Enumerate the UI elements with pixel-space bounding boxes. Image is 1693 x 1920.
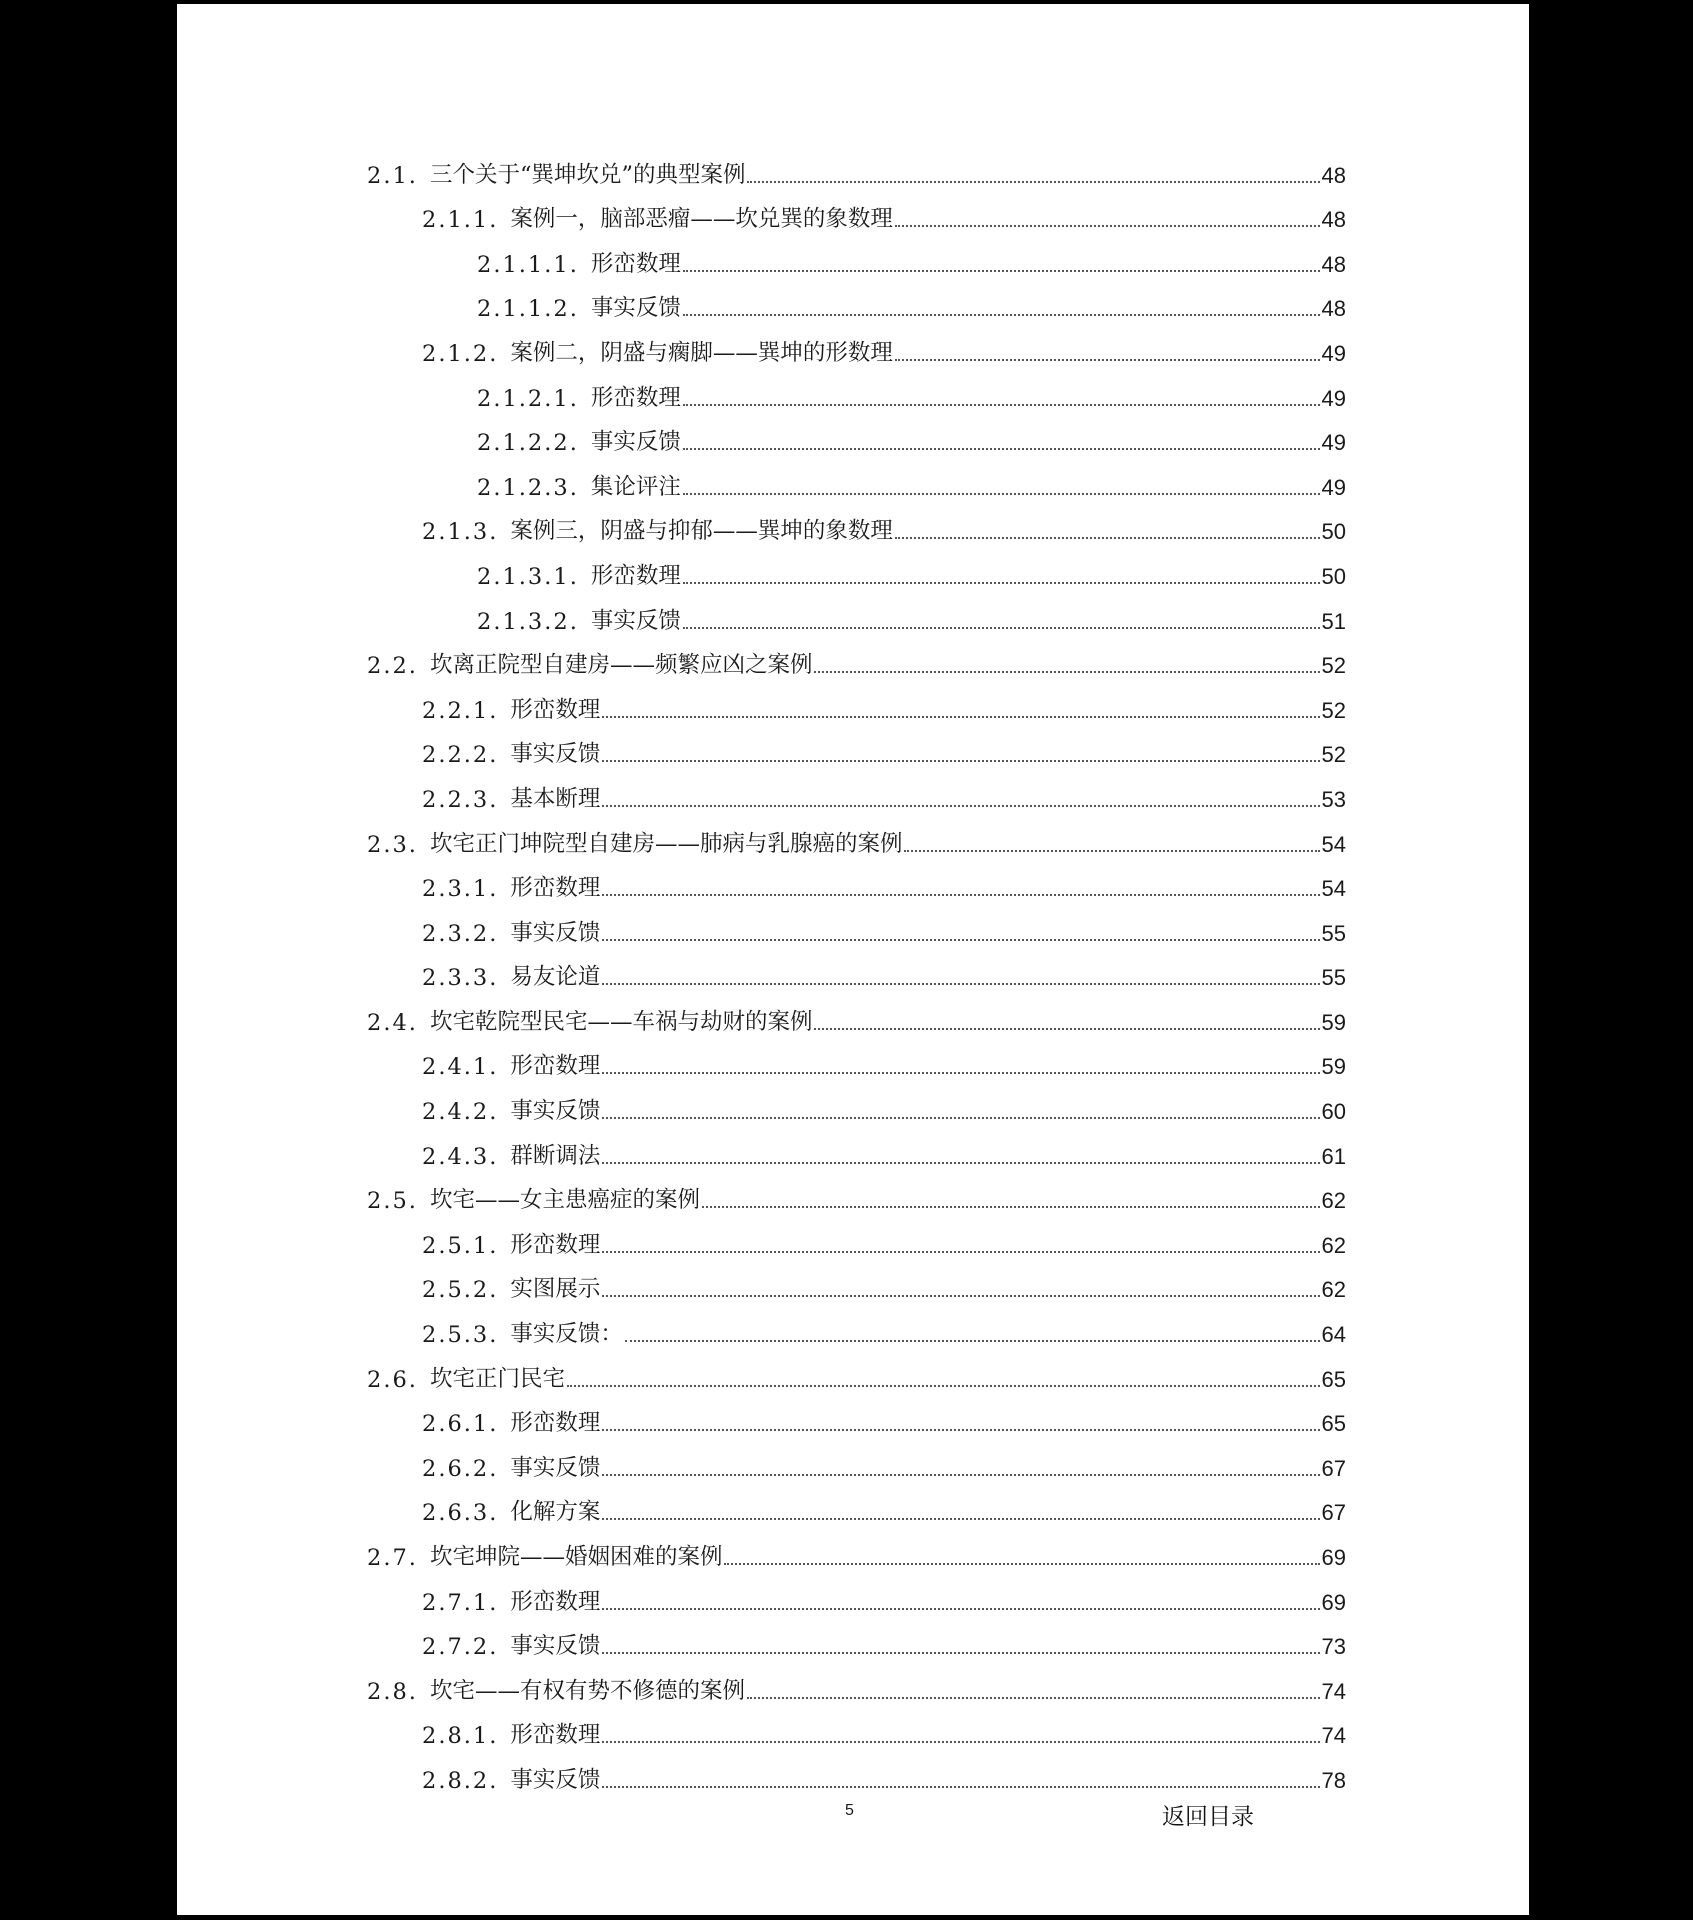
toc-entry[interactable] xyxy=(367,1660,1346,1705)
toc-entry-title: 坎宅——有权有势不修德的案例 xyxy=(429,1677,745,1704)
toc-entry-number: 2.6.1. xyxy=(422,1411,499,1438)
toc-entry[interactable] xyxy=(367,1749,1346,1794)
toc-entry-page: 54 xyxy=(1321,831,1346,857)
toc-entry-title: 化解方案 xyxy=(510,1499,601,1526)
toc-entry-page: 62 xyxy=(1321,1277,1346,1303)
toc-entry-page: 52 xyxy=(1321,697,1346,723)
toc-entry-title: 事实反馈 xyxy=(590,295,681,322)
back-to-contents-link[interactable]: 返回目录 xyxy=(1162,1804,1254,1830)
dot-leader xyxy=(747,181,1319,183)
dot-leader xyxy=(747,1697,1320,1699)
dot-leader xyxy=(602,939,1319,941)
dot-leader xyxy=(602,1251,1319,1253)
toc-entry-page: 52 xyxy=(1321,653,1346,679)
document-page xyxy=(177,4,1529,1915)
toc-entry-title: 事实反馈 xyxy=(590,429,681,456)
toc-entry-page: 52 xyxy=(1321,742,1346,768)
toc-entry[interactable] xyxy=(367,1036,1346,1081)
toc-entry[interactable] xyxy=(367,1393,1346,1438)
toc-entry-number: 2.8.1. xyxy=(422,1723,499,1750)
toc-entry-number: 2.1.1.2. xyxy=(477,296,579,323)
dot-leader xyxy=(724,1563,1319,1565)
toc-entry-number: 2.5. xyxy=(367,1188,418,1215)
toc-entry[interactable] xyxy=(367,947,1346,992)
toc-entry[interactable] xyxy=(367,1259,1346,1304)
toc-entry-number: 2.1.2.3. xyxy=(477,474,579,501)
toc-entry-page: 74 xyxy=(1321,1723,1346,1749)
dot-leader xyxy=(683,404,1320,406)
dot-leader xyxy=(683,627,1320,629)
toc-entry-title: 实图展示 xyxy=(510,1276,601,1303)
toc-entry-title: 坎宅坤院——婚姻困难的案例 xyxy=(429,1544,723,1570)
toc-entry-title: 案例三，阴盛与抑郁——巽坤的象数理 xyxy=(510,518,893,545)
toc-entry-title: 坎宅正门坤院型自建房——肺病与乳腺癌的案例 xyxy=(429,830,903,857)
toc-entry-page: 48 xyxy=(1321,296,1346,322)
toc-entry-number: 2.3.3. xyxy=(422,965,499,992)
toc-entry-page: 48 xyxy=(1321,251,1346,277)
toc-entry[interactable] xyxy=(367,768,1346,813)
toc-entry-title: 案例二，阴盛与瘸脚——巽坤的形数理 xyxy=(510,339,893,366)
toc-entry-title: 坎离正院型自建房——频繁应凶之案例 xyxy=(429,652,813,679)
toc-entry-number: 2.3.1. xyxy=(422,876,499,903)
toc-entry-title: 事实反馈 xyxy=(510,741,601,768)
toc-entry-page: 55 xyxy=(1321,920,1346,946)
toc-entry[interactable] xyxy=(367,367,1346,412)
toc-entry-number: 2.1.1. xyxy=(422,207,499,234)
toc-entry-title: 形峦数理 xyxy=(590,250,681,277)
dot-leader xyxy=(895,225,1320,227)
toc-entry-number: 2.1.1.1. xyxy=(477,251,579,278)
toc-entry[interactable] xyxy=(367,991,1346,1036)
toc-entry[interactable] xyxy=(367,679,1346,724)
toc-entry-title: 事实反馈 xyxy=(510,919,601,946)
toc-entry-number: 2.6. xyxy=(367,1366,418,1393)
dot-leader xyxy=(895,537,1320,539)
toc-entry-number: 2.1.2.1. xyxy=(477,385,579,412)
dot-leader xyxy=(683,270,1320,272)
toc-entry-page: 67 xyxy=(1321,1455,1346,1481)
toc-entry-number: 2.5.1. xyxy=(422,1232,499,1259)
toc-entry[interactable] xyxy=(367,278,1346,323)
toc-entry-page: 55 xyxy=(1321,965,1346,991)
dot-leader xyxy=(602,1162,1319,1164)
toc-entry-title: 形峦数理 xyxy=(510,1410,601,1437)
toc-entry[interactable] xyxy=(367,813,1346,858)
dot-leader xyxy=(602,1741,1319,1743)
toc-entry-number: 2.4.3. xyxy=(422,1143,499,1170)
toc-entry-page: 59 xyxy=(1321,1009,1346,1035)
table-of-contents xyxy=(367,144,1346,1794)
toc-entry-page: 62 xyxy=(1321,1232,1346,1258)
dot-leader xyxy=(895,359,1320,361)
toc-entry[interactable] xyxy=(367,1482,1346,1527)
toc-entry[interactable] xyxy=(367,1214,1346,1259)
toc-entry-title: 案例一，脑部恶瘤——坎兑巽的象数理 xyxy=(510,206,893,233)
toc-entry-page: 65 xyxy=(1321,1411,1346,1437)
toc-entry[interactable] xyxy=(367,1303,1346,1348)
dot-leader xyxy=(602,983,1319,985)
toc-entry-title: 坎宅——女主患癌症的案例 xyxy=(429,1187,700,1214)
toc-entry-title: 形峦数理 xyxy=(510,696,601,723)
toc-entry-number: 2.7.2. xyxy=(422,1634,499,1661)
toc-entry-number: 2.1.2.2. xyxy=(477,430,579,457)
toc-entry-title: 事实反馈 xyxy=(510,1766,601,1793)
toc-entry-title: 形峦数理 xyxy=(510,1722,601,1749)
toc-entry-number: 2.6.2. xyxy=(422,1455,499,1482)
dot-leader xyxy=(602,1518,1319,1520)
toc-entry-number: 2.1. xyxy=(367,162,418,189)
toc-entry-page: 61 xyxy=(1321,1143,1346,1169)
dot-leader xyxy=(602,1117,1319,1119)
toc-entry-page: 53 xyxy=(1321,786,1346,812)
toc-entry-page: 78 xyxy=(1321,1767,1346,1793)
toc-entry-number: 2.3.2. xyxy=(422,920,499,947)
dot-leader xyxy=(602,1295,1319,1297)
dot-leader xyxy=(683,314,1320,316)
toc-entry[interactable] xyxy=(367,1526,1346,1571)
page-number: 5 xyxy=(845,1802,854,1819)
toc-entry[interactable] xyxy=(367,1616,1346,1661)
dot-leader xyxy=(602,1608,1319,1610)
toc-entry-number: 2.8. xyxy=(367,1678,418,1705)
toc-entry-title: 事实反馈 xyxy=(510,1098,601,1125)
toc-entry-title: 形峦数理 xyxy=(510,875,601,902)
toc-entry-page: 49 xyxy=(1321,385,1346,411)
toc-entry-number: 2.2.2. xyxy=(422,742,499,769)
dot-leader xyxy=(602,1652,1319,1654)
toc-entry-title: 事实反馈 xyxy=(510,1454,601,1481)
toc-entry-title: 三个关于“巽坤坎兑”的典型案例 xyxy=(429,161,746,188)
dot-leader xyxy=(625,1340,1320,1342)
dot-leader xyxy=(602,805,1319,807)
toc-entry-page: 62 xyxy=(1321,1188,1346,1214)
toc-entry-page: 50 xyxy=(1321,563,1346,589)
dot-leader xyxy=(814,671,1319,673)
toc-entry[interactable] xyxy=(367,412,1346,457)
toc-entry-number: 2.4. xyxy=(367,1009,418,1036)
toc-entry-page: 51 xyxy=(1321,608,1346,634)
dot-leader xyxy=(602,894,1319,896)
toc-entry-page: 60 xyxy=(1321,1099,1346,1125)
dot-leader xyxy=(683,493,1320,495)
toc-entry[interactable] xyxy=(367,635,1346,680)
toc-entry-title: 群断调法 xyxy=(510,1142,601,1169)
toc-entry-page: 49 xyxy=(1321,430,1346,456)
toc-entry-page: 67 xyxy=(1321,1500,1346,1526)
toc-entry-page: 69 xyxy=(1321,1589,1346,1615)
toc-entry-number: 2.1.2. xyxy=(422,340,499,367)
toc-entry[interactable] xyxy=(367,189,1346,234)
toc-entry[interactable] xyxy=(367,456,1346,501)
dot-leader xyxy=(683,582,1320,584)
toc-entry-page: 69 xyxy=(1321,1545,1346,1570)
toc-entry[interactable] xyxy=(367,501,1346,546)
toc-entry[interactable] xyxy=(367,1571,1346,1616)
toc-entry-title: 集论评注 xyxy=(590,473,681,500)
toc-entry-page: 54 xyxy=(1321,876,1346,902)
toc-entry[interactable] xyxy=(367,1705,1346,1750)
dot-leader xyxy=(602,760,1319,762)
toc-entry-number: 2.2.3. xyxy=(422,786,499,813)
toc-entry[interactable] xyxy=(367,1348,1346,1393)
toc-entry-number: 2.8.2. xyxy=(422,1767,499,1794)
toc-entry-title: 基本断理 xyxy=(510,785,601,812)
toc-entry[interactable] xyxy=(367,902,1346,947)
toc-entry-page: 49 xyxy=(1321,340,1346,366)
toc-entry-page: 50 xyxy=(1321,519,1346,545)
toc-entry-number: 2.2. xyxy=(367,653,418,680)
toc-entry-number: 2.5.3. xyxy=(422,1322,499,1349)
dot-leader xyxy=(602,1072,1319,1074)
dot-leader xyxy=(602,1786,1319,1788)
toc-entry[interactable] xyxy=(367,590,1346,635)
toc-entry-number: 2.4.1. xyxy=(422,1054,499,1081)
dot-leader xyxy=(602,1474,1319,1476)
toc-entry-number: 2.4.2. xyxy=(422,1099,499,1126)
toc-entry-title: 形峦数理 xyxy=(510,1231,601,1258)
toc-entry-number: 2.1.3.2. xyxy=(477,608,579,635)
toc-entry-page: 65 xyxy=(1321,1366,1346,1392)
toc-entry-title: 坎宅正门民宅 xyxy=(429,1365,565,1392)
dot-leader xyxy=(567,1385,1320,1387)
toc-entry[interactable] xyxy=(367,144,1346,189)
toc-entry-number: 2.6.3. xyxy=(422,1500,499,1527)
toc-entry[interactable] xyxy=(367,322,1346,367)
toc-entry-title: 事实反馈 xyxy=(590,607,681,634)
toc-entry-page: 48 xyxy=(1321,162,1346,188)
toc-entry-number: 2.7. xyxy=(367,1545,418,1571)
toc-entry-number: 2.2.1. xyxy=(422,697,499,724)
toc-entry-title: 事实反馈 xyxy=(510,1633,601,1660)
toc-entry-title: 形峦数理 xyxy=(510,1588,601,1615)
toc-entry[interactable] xyxy=(367,1437,1346,1482)
toc-entry-number: 2.5.2. xyxy=(422,1277,499,1304)
dot-leader xyxy=(602,716,1319,718)
toc-entry[interactable] xyxy=(367,724,1346,769)
dot-leader xyxy=(702,1206,1320,1208)
toc-entry-page: 64 xyxy=(1321,1322,1346,1348)
toc-entry[interactable] xyxy=(367,1125,1346,1170)
dot-leader xyxy=(904,850,1319,852)
toc-entry-title: 形峦数理 xyxy=(590,562,681,589)
toc-entry-title: 坎宅乾院型民宅——车祸与劫财的案例 xyxy=(429,1008,813,1035)
dot-leader xyxy=(814,1028,1319,1030)
toc-entry[interactable] xyxy=(367,233,1346,278)
toc-entry[interactable] xyxy=(367,545,1346,590)
toc-entry-number: 2.1.3. xyxy=(422,519,499,546)
toc-entry[interactable] xyxy=(367,1170,1346,1215)
toc-entry-page: 48 xyxy=(1321,207,1346,233)
toc-entry-title: 形峦数理 xyxy=(510,1053,601,1080)
dot-leader xyxy=(683,448,1320,450)
toc-entry-page: 59 xyxy=(1321,1054,1346,1080)
toc-entry-page: 73 xyxy=(1321,1634,1346,1660)
toc-entry-number: 2.3. xyxy=(367,831,418,858)
toc-entry-page: 74 xyxy=(1321,1678,1346,1704)
toc-entry-number: 2.7.1. xyxy=(422,1589,499,1616)
toc-entry-title: 易友论道 xyxy=(510,964,601,991)
toc-entry-page: 49 xyxy=(1321,474,1346,500)
toc-entry-title: 事实反馈： xyxy=(510,1321,623,1348)
toc-entry[interactable] xyxy=(367,858,1346,903)
dot-leader xyxy=(602,1429,1319,1431)
toc-entry-title: 形峦数理 xyxy=(590,384,681,411)
toc-entry-number: 2.1.3.1. xyxy=(477,563,579,590)
toc-entry[interactable] xyxy=(367,1080,1346,1125)
